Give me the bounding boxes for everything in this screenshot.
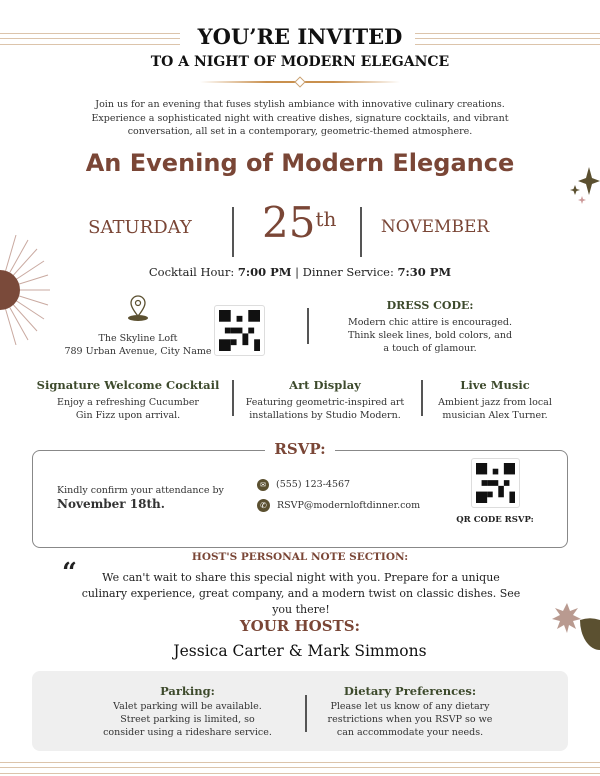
note-text: We can't wait to share this special night with you. Prepare for a unique culinary experience, great company, and a modern twist on classic dishes. See you there! bbox=[81, 571, 521, 616]
info-heading: Dietary Preferences: bbox=[343, 684, 477, 698]
cocktail-time: 7:00 PM bbox=[237, 265, 292, 279]
host-names: Jessica Carter & Mark Simmons bbox=[173, 642, 427, 660]
dress-code-text: Modern chic attire is encouraged. Think sleek lines, bold colors, and a touch of glamour. bbox=[347, 317, 513, 354]
info-text: Valet parking will be available. Street parking is limited, so consider using a rideshare service. bbox=[103, 701, 272, 738]
rsvp-qr-code[interactable] bbox=[471, 458, 520, 508]
feature-heading: Art Display bbox=[289, 378, 361, 392]
cocktail-label: Cocktail Hour: bbox=[148, 265, 238, 279]
event-date-suffix: th bbox=[315, 207, 337, 231]
divider bbox=[360, 207, 362, 257]
invite-title: YOU’RE INVITED bbox=[197, 24, 403, 49]
location-name: The Skyline Loft bbox=[98, 333, 178, 344]
event-day: SATURDAY bbox=[88, 217, 192, 238]
info-text: Please let us know of any dietary restrictions when you RSVP so we can accommodate your needs. bbox=[327, 701, 493, 738]
event-times bbox=[0, 265, 600, 279]
ornament-diamond-icon bbox=[294, 76, 305, 87]
event-month: NOVEMBER bbox=[380, 217, 490, 237]
rsvp-qr-label: QR CODE RSVP: bbox=[456, 515, 534, 525]
location-pin-icon bbox=[126, 294, 150, 322]
rsvp-phone[interactable]: (555) 123-4567 bbox=[276, 479, 351, 490]
decorative-lines-bottom bbox=[0, 762, 600, 774]
sunburst-icon bbox=[0, 235, 55, 345]
sparkle-icon bbox=[565, 165, 600, 205]
quote-icon: “ bbox=[62, 558, 77, 588]
intro-paragraph: Join us for an evening that fuses stylish ambiance with innovative culinary creations. Experience a sophisticated night with creative dishes, signature cocktails, and vibrant conversation, all set in a contemporary, geometric-themed atmosphere. bbox=[91, 99, 509, 137]
event-date bbox=[262, 198, 336, 248]
divider bbox=[421, 380, 423, 416]
event-date-number: 25 bbox=[262, 198, 316, 247]
feature-heading: Live Music bbox=[460, 378, 530, 392]
hosts-heading: YOUR HOSTS: bbox=[239, 617, 361, 635]
mail-icon: ✉ bbox=[257, 479, 269, 491]
phone-icon: ✆ bbox=[257, 499, 270, 512]
divider bbox=[307, 308, 309, 344]
divider bbox=[232, 380, 234, 416]
location-qr-code[interactable] bbox=[214, 305, 265, 356]
feature-text: Featuring geometric-inspired art installations by Studio Modern. bbox=[245, 397, 405, 421]
feature-text: Enjoy a refreshing Cucumber Gin Fizz upon arrival. bbox=[57, 397, 199, 421]
rsvp-email[interactable]: RSVP@modernloftdinner.com bbox=[277, 500, 421, 511]
feature-heading: Signature Welcome Cocktail bbox=[36, 378, 220, 392]
rsvp-deadline: November 18th. bbox=[57, 497, 165, 511]
event-title: An Evening of Modern Elegance bbox=[85, 149, 515, 177]
divider bbox=[305, 695, 307, 732]
starburst-shape-icon bbox=[550, 600, 600, 655]
rsvp-confirm: Kindly confirm your attendance by bbox=[57, 485, 224, 496]
dress-code-heading: DRESS CODE: bbox=[386, 299, 474, 312]
feature-text: Ambient jazz from local musician Alex Turner. bbox=[438, 397, 552, 421]
location bbox=[58, 332, 218, 358]
rsvp-label: RSVP: bbox=[265, 440, 335, 458]
note-heading: HOST'S PERSONAL NOTE SECTION: bbox=[191, 551, 409, 563]
location-address: 789 Urban Avenue, City Name bbox=[64, 346, 212, 357]
dinner-label: | Dinner Service: bbox=[291, 265, 398, 279]
info-heading: Parking: bbox=[160, 684, 215, 698]
dinner-time: 7:30 PM bbox=[397, 265, 452, 279]
invite-subtitle: TO A NIGHT OF MODERN ELEGANCE bbox=[150, 54, 450, 70]
divider bbox=[232, 207, 234, 257]
